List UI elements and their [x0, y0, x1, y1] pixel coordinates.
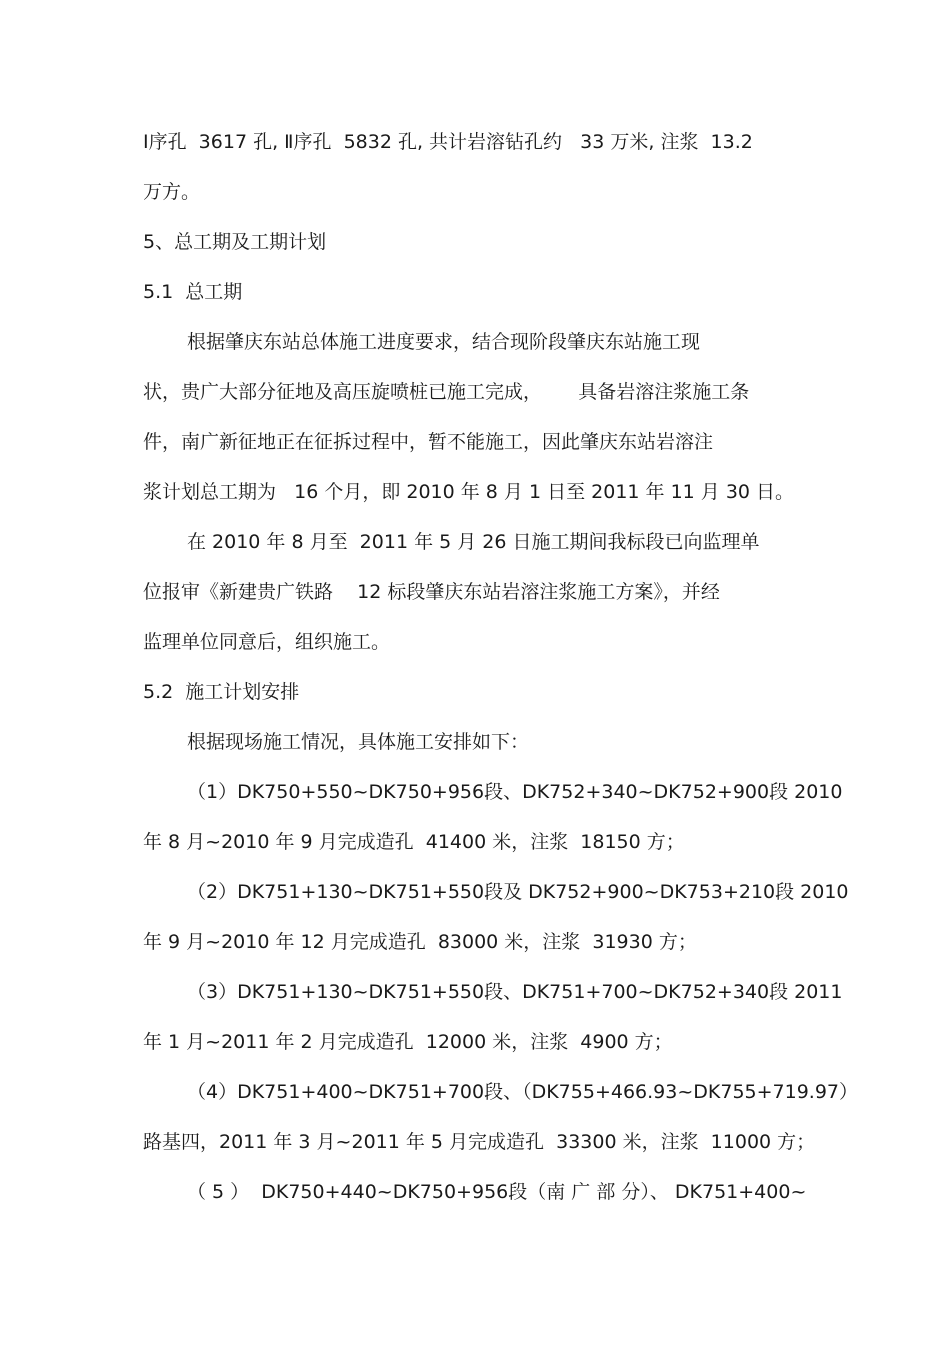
paragraph-line: 件，南广新征地正在征拆过程中，暂不能施工，因此肇庆东站岩溶注	[143, 431, 714, 453]
list-item-line: 年 8 月~2010 年 9 月完成造孔 41400 米，注浆 18150 方；	[143, 831, 685, 853]
list-item-line: （2）DK751+130~DK751+550段及 DK752+900~DK753+210段 2010	[187, 881, 849, 903]
list-item-line: 年 9 月~2010 年 12 月完成造孔 83000 米，注浆 31930 方；	[143, 931, 697, 953]
list-item-line: 年 1 月~2011 年 2 月完成造孔 12000 米，注浆 4900 方；	[143, 1031, 673, 1053]
subsection-heading: 5.1 总工期	[143, 281, 243, 303]
list-item-line: （4）DK751+400~DK751+700段、（DK755+466.93~DK755+719.97）	[187, 1081, 859, 1103]
paragraph-line: Ⅰ序孔 3617 孔, Ⅱ序孔 5832 孔, 共计岩溶钻孔约 33 万米, 注浆 13.2	[143, 131, 753, 153]
paragraph-line: 监理单位同意后，组织施工。	[143, 631, 391, 653]
paragraph-line: 浆计划总工期为 16 个月，即 2010 年 8 月 1 日至 2011 年 11 月 30 日。	[143, 481, 795, 503]
paragraph-line: 根据现场施工情况，具体施工安排如下：	[187, 731, 530, 753]
list-item-line: （3）DK751+130~DK751+550段、DK751+700~DK752+340段 2011	[187, 981, 843, 1003]
list-item-line: 路基四，2011 年 3 月~2011 年 5 月完成造孔 33300 米，注浆 11000 方；	[143, 1131, 816, 1153]
list-item-line: （ 5 ） DK750+440~DK750+956段（南 广 部 分）、 DK751+400~	[187, 1181, 807, 1203]
paragraph-line: 万方。	[143, 181, 201, 203]
section-heading: 5、总工期及工期计划	[143, 231, 327, 253]
list-item-line: （1）DK750+550~DK750+956段、DK752+340~DK752+900段 2010	[187, 781, 843, 803]
paragraph-line: 位报审《新建贵广铁路 12 标段肇庆东站岩溶注浆施工方案》，并经	[143, 581, 720, 603]
paragraph-line: 根据肇庆东站总体施工进度要求，结合现阶段肇庆东站施工现	[187, 331, 701, 353]
paragraph-line: 状，贵广大部分征地及高压旋喷桩已施工完成， 具备岩溶注浆施工条	[143, 381, 750, 403]
paragraph-line: 在 2010 年 8 月至 2011 年 5 月 26 日施工期间我标段已向监理单	[187, 531, 760, 553]
subsection-heading: 5.2 施工计划安排	[143, 681, 300, 703]
